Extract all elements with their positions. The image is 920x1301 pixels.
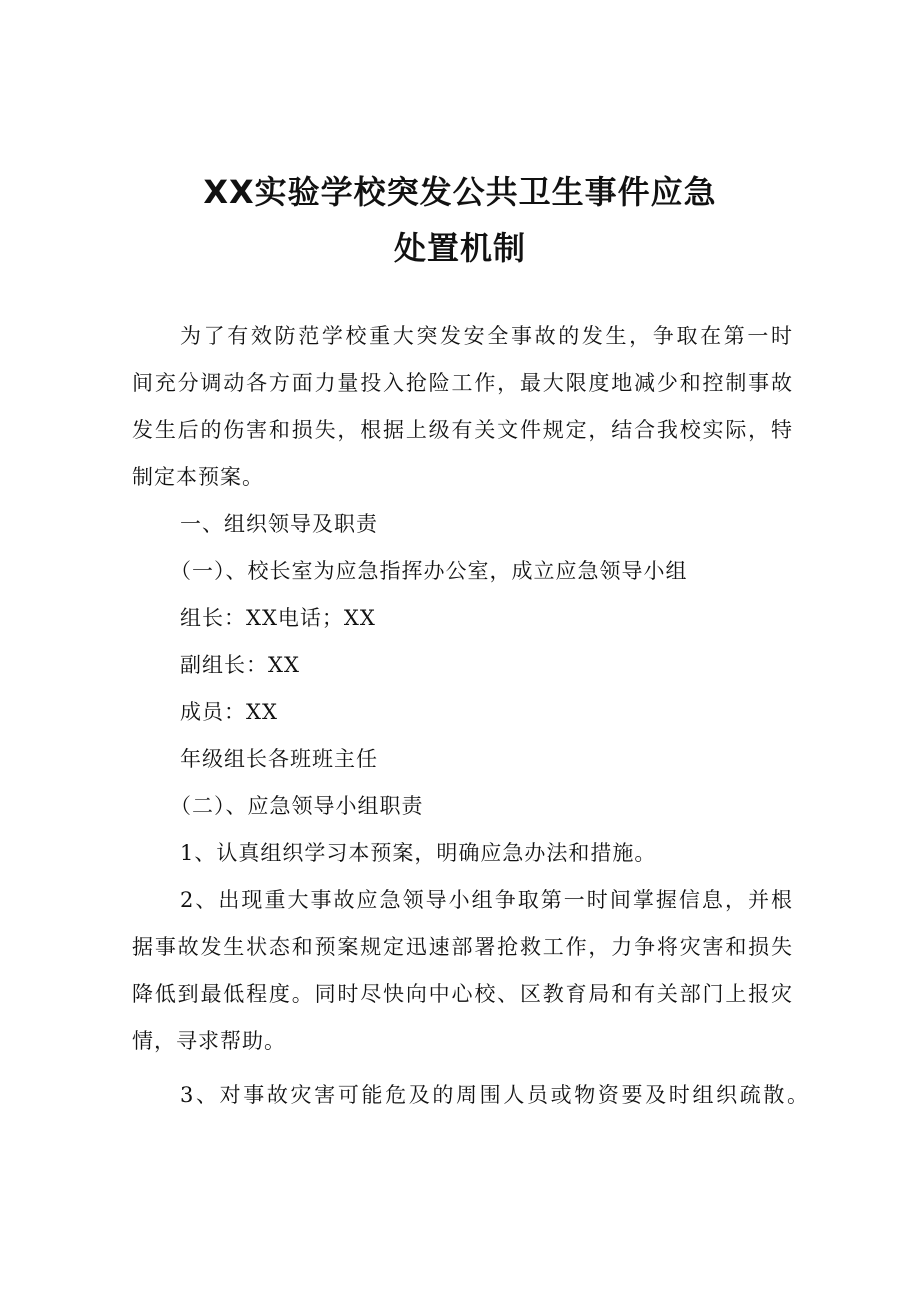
intro-line-3: 发生后的伤害和损失，根据上级有关文件规定，结合我校实际，特 (132, 418, 792, 442)
grade-leaders-line: 年级组长各班班主任 (180, 747, 378, 771)
members-line: 成员：XX (180, 700, 278, 724)
deputy-leader-line: 副组长：XX (180, 653, 300, 677)
duty-1: 1、认真组织学习本预案，明确应急办法和措施。 (180, 841, 657, 865)
intro-line-4: 制定本预案。 (132, 465, 264, 489)
intro-line-2: 间充分调动各方面力量投入抢险工作，最大限度地减少和控制事故 (132, 371, 792, 395)
duty-2-line-1: 2、出现重大事故应急领导小组争取第一时间掌握信息，并根 (180, 888, 792, 912)
duty-2-line-4: 情，寻求帮助。 (132, 1029, 286, 1053)
duty-2-line-3: 降低到最低程度。同时尽快向中心校、区教育局和有关部门上报灾 (132, 982, 792, 1006)
duty-3: 3、对事故灾害可能危及的周围人员或物资要及时组织疏散。 (180, 1083, 808, 1107)
subsection2-heading: （二）、应急领导小组职责 (170, 794, 424, 818)
leader-line: 组长：XX电话；XX (180, 606, 376, 630)
section1-heading: 一、组织领导及职责 (180, 512, 378, 536)
subsection1-heading: （一）、校长室为应急指挥办公室，成立应急领导小组 (170, 559, 688, 583)
title-line-2: 处置机制 (393, 229, 526, 267)
duty-2-line-2: 据事故发生状态和预案规定迅速部署抢救工作，力争将灾害和损失 (132, 935, 792, 959)
title-line-1: XX实验学校突发公共卫生事件应急 (203, 173, 717, 211)
intro-line-1: 为了有效防范学校重大突发安全事故的发生，争取在第一时 (180, 324, 792, 348)
